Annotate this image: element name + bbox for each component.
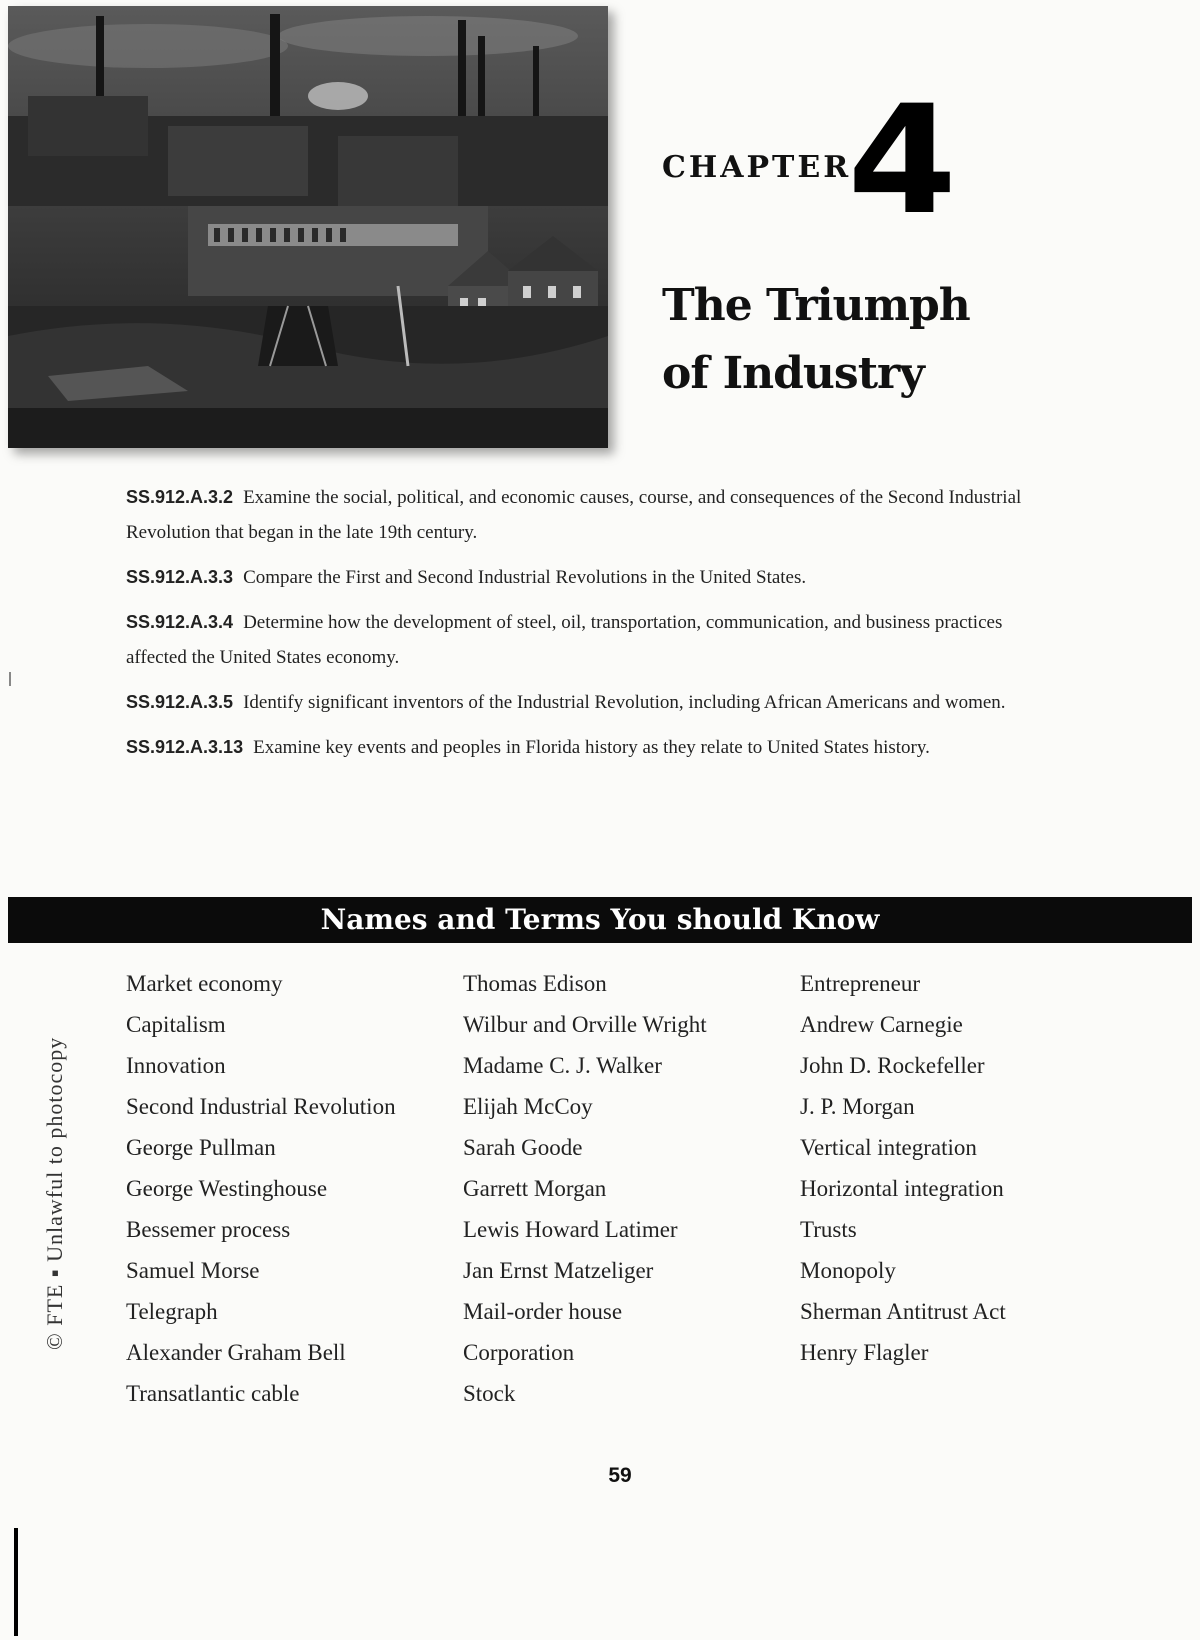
term-item: Sherman Antitrust Act — [800, 1299, 1006, 1324]
standard-text: Examine key events and peoples in Florida history as they relate to United States history. — [253, 737, 930, 758]
term-item: Vertical integration — [800, 1135, 977, 1160]
standard-code: SS.912.A.3.2 — [126, 487, 234, 507]
term-item: Elijah McCoy — [463, 1094, 593, 1119]
term-item: Garrett Morgan — [463, 1176, 607, 1201]
standard-code: SS.912.A.3.4 — [126, 612, 234, 632]
term-item: Trusts — [800, 1217, 857, 1242]
term-item: Entrepreneur — [800, 971, 921, 996]
term-item: Stock — [463, 1381, 516, 1406]
standard-code: SS.912.A.3.3 — [126, 567, 234, 587]
term-item: George Westinghouse — [126, 1176, 328, 1201]
chapter-title — [662, 272, 1162, 408]
term-item: Sarah Goode — [463, 1135, 583, 1160]
terms-column-1 — [126, 963, 463, 1414]
standards-list — [126, 480, 1056, 775]
term-item: Telegraph — [126, 1299, 218, 1324]
standard-item — [126, 730, 1056, 765]
page-number: 59 — [608, 1464, 632, 1487]
term-item: John D. Rockefeller — [800, 1053, 985, 1078]
term-item: Monopoly — [800, 1258, 896, 1283]
standard-text: Identify significant inventors of the Industrial Revolution, including African Americans and women. — [243, 692, 1006, 713]
term-item: Madame C. J. Walker — [463, 1053, 662, 1078]
term-item: Innovation — [126, 1053, 226, 1078]
chapter-number: 4 — [847, 74, 957, 248]
term-item: J. P. Morgan — [800, 1094, 915, 1119]
term-item: Samuel Morse — [126, 1258, 260, 1283]
term-item: Market economy — [126, 971, 283, 996]
term-item: Capitalism — [126, 1012, 226, 1037]
copyright-notice: © FTE ▪ Unlawful to photocopy — [42, 1036, 67, 1350]
chapter-title-line-1: The Triumph — [662, 280, 970, 331]
term-item: Corporation — [463, 1340, 575, 1365]
chapter-label: CHAPTER — [662, 150, 852, 185]
terms-column-3 — [800, 963, 1120, 1414]
term-item: Thomas Edison — [463, 971, 607, 996]
terms-grid — [126, 963, 1126, 1414]
term-item: Mail-order house — [463, 1299, 623, 1324]
margin-mark — [9, 672, 11, 686]
term-item: Bessemer process — [126, 1217, 291, 1242]
term-item: Alexander Graham Bell — [126, 1340, 346, 1365]
standard-text: Examine the social, political, and economic causes, course, and consequences of the Second Industrial Revolution that began in the late 19th century. — [126, 487, 1022, 543]
term-item: Henry Flagler — [800, 1340, 929, 1365]
standard-item — [126, 605, 1056, 675]
term-item: Jan Ernst Matzeliger — [463, 1258, 654, 1283]
standard-item — [126, 560, 1056, 595]
standard-item — [126, 480, 1056, 550]
term-item: Andrew Carnegie — [800, 1012, 963, 1037]
standard-text: Compare the First and Second Industrial Revolutions in the United States. — [243, 567, 807, 588]
standard-item — [126, 685, 1056, 720]
standard-code: SS.912.A.3.13 — [126, 737, 244, 757]
terms-heading: Names and Terms You should Know — [8, 897, 1192, 943]
term-item: Lewis Howard Latimer — [463, 1217, 678, 1242]
term-item: George Pullman — [126, 1135, 276, 1160]
standard-code: SS.912.A.3.5 — [126, 692, 234, 712]
chapter-title-line-2: of Industry — [662, 348, 924, 399]
standard-text: Determine how the development of steel, oil, transportation, communication, and business practices affected the United States economy. — [126, 612, 1003, 668]
factory-scene-image — [8, 6, 608, 448]
margin-rule — [14, 1528, 18, 1636]
industrial-illustration — [8, 6, 608, 448]
term-item: Transatlantic cable — [126, 1381, 300, 1406]
term-item: Second Industrial Revolution — [126, 1094, 396, 1119]
term-item: Wilbur and Orville Wright — [463, 1012, 707, 1037]
terms-column-2 — [463, 963, 800, 1414]
term-item: Horizontal integration — [800, 1176, 1004, 1201]
